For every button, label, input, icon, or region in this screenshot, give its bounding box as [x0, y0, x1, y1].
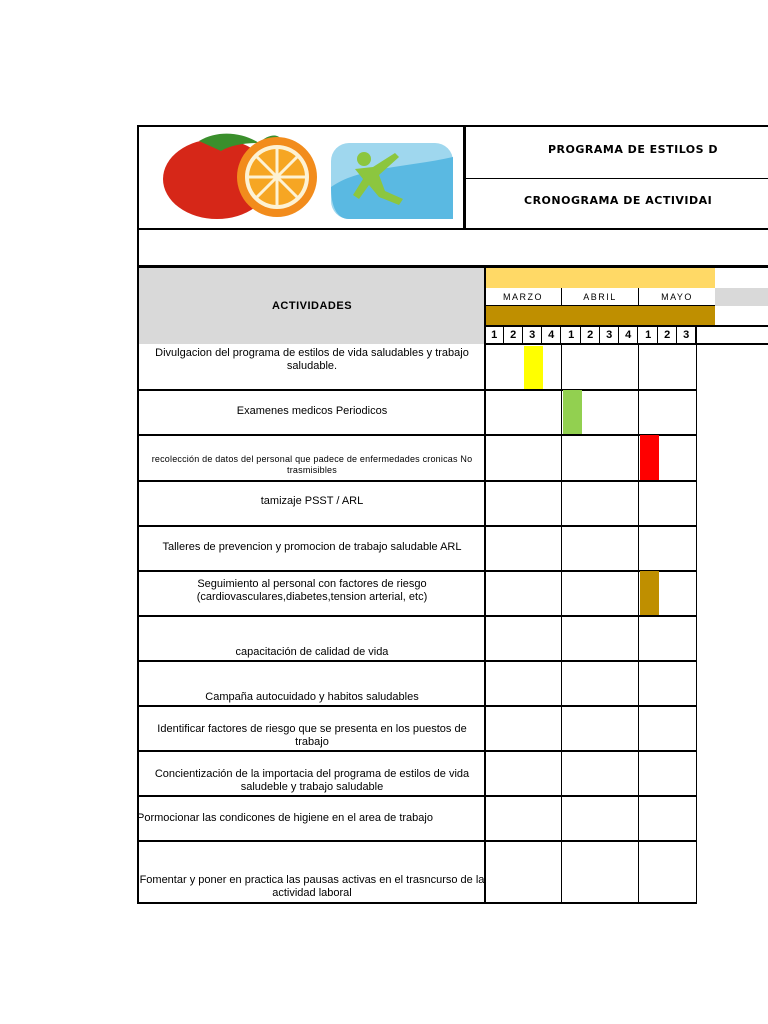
activity-cell: Divulgacion del programa de estilos de vida saludables y trabajo saludable.	[155, 347, 469, 372]
schedule-mark	[640, 435, 659, 480]
month-band-brown-blank	[715, 306, 768, 325]
month-marzo: MARZO	[485, 288, 562, 306]
week-header-cell: 2	[581, 325, 600, 345]
week-left-border	[484, 325, 485, 345]
blank-row	[137, 230, 768, 268]
month-abril: ABRIL	[562, 288, 639, 306]
week-header-cell: 1	[562, 325, 581, 345]
row-divider	[137, 570, 697, 572]
row-divider	[137, 434, 697, 436]
week-header-cell: 3	[677, 325, 696, 345]
activity-cell: Seguimiento al personal con factores de riesgo (cardiovasculares,diabetes,tension arterial, etc)	[196, 578, 428, 603]
week-header-cell: 1	[639, 325, 658, 345]
row-divider	[137, 660, 697, 662]
week-header-cell: 3	[523, 325, 542, 345]
activity-cell: Campaña autocuidado y habitos saludables	[205, 691, 419, 703]
activity-cell: Pormocionar las condicones de higiene en el area de trabajo	[137, 812, 433, 824]
week-header-cell: 3	[600, 325, 619, 345]
activity-cell: capacitación de calidad de vida	[235, 646, 389, 658]
month-band-grey	[715, 288, 768, 306]
week-header-cell: 4	[542, 325, 561, 345]
activity-cell: tamizaje PSST / ARL	[260, 495, 364, 507]
table-right-border	[696, 325, 697, 902]
schedule-title: CRONOGRAMA DE ACTIVIDAI	[524, 194, 713, 207]
activity-cell: recolección de datos del personal que padece de enfermedades cronicas No trasmisibles	[151, 454, 473, 475]
activity-column-border	[484, 268, 486, 904]
activity-cell: Identificar factores de riesgo que se presenta en los puestos de trabajo	[157, 723, 467, 748]
row-divider	[137, 902, 697, 904]
week-header-cell: 4	[619, 325, 638, 345]
row-divider	[137, 480, 697, 482]
month-divider	[561, 345, 562, 902]
activity-cell: Examenes medicos Periodicos	[236, 405, 388, 417]
row-divider	[137, 795, 697, 797]
schedule-mark	[563, 390, 582, 434]
row-divider	[137, 615, 697, 617]
week-header-cell: 2	[504, 325, 523, 345]
row-divider	[137, 389, 697, 391]
month-band-top	[485, 268, 715, 288]
activities-header: ACTIVIDADES	[137, 268, 485, 344]
schedule-mark	[640, 571, 659, 615]
logo-cell	[137, 125, 466, 230]
table-left-border	[137, 268, 139, 904]
month-mayo: MAYO	[661, 292, 693, 302]
header-divider	[466, 178, 768, 179]
month-band-brown	[485, 306, 715, 325]
schedule-mark	[524, 346, 543, 389]
company-logo	[159, 127, 459, 227]
row-divider	[137, 705, 697, 707]
activity-cell: Concientización de la importacia del programa de estilos de vida saludeble y trabajo saludable	[154, 768, 470, 793]
row-divider	[137, 525, 697, 527]
activity-cell: Talleres de prevencion y promocion de trabajo saludable ARL	[162, 541, 462, 553]
week-header-cell: 2	[658, 325, 677, 345]
month-divider	[638, 345, 639, 902]
activity-cell: Fomentar y poner en practica las pausas activas en el trasncurso de la actividad laboral	[139, 874, 485, 899]
row-divider	[137, 840, 697, 842]
week-header-cell: 1	[485, 325, 504, 345]
month-band-top-blank	[715, 268, 768, 288]
row-divider	[137, 750, 697, 752]
program-title: PROGRAMA DE ESTILOS D	[548, 143, 719, 156]
